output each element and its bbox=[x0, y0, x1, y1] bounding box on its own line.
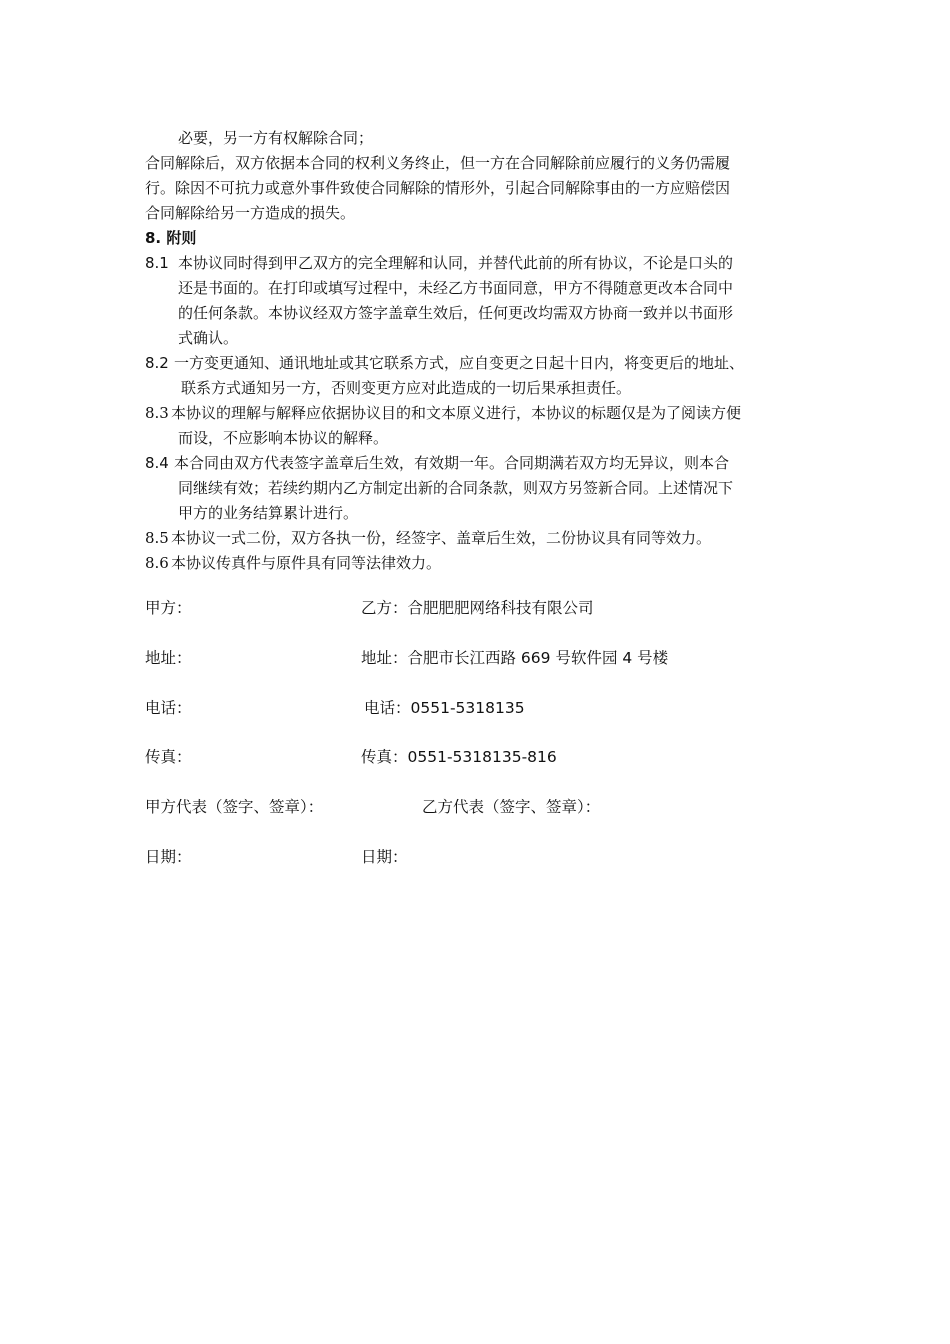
clause-8-6-line-1: 本协议传真件与原件具有同等法律效力。 bbox=[171, 554, 442, 572]
clause-number: 8.4 bbox=[145, 454, 169, 472]
clause-8-4-line-1: 本合同由双方代表签字盖章后生效，有效期一年。合同期满若双方均无异议，则本合 bbox=[174, 454, 730, 472]
clause-8-3-line-1: 本协议的理解与解释应依据协议目的和文本原义进行，本协议的标题仅是为了阅读方便 bbox=[171, 404, 742, 422]
sec7-line-2: 合同解除后，双方依据本合同的权利义务终止，但一方在合同解除前应履行的义务仍需履 bbox=[145, 154, 731, 172]
clause-number: 8.6 bbox=[145, 554, 169, 572]
party-a-representative-label: 甲方代表（签字、签章）： bbox=[145, 798, 324, 816]
sec7-line-1: 必要，另一方有权解除合同； bbox=[178, 129, 374, 147]
clause-8-2-line-2: 联系方式通知另一方，否则变更方应对此造成的一切后果承担责任。 bbox=[181, 379, 632, 397]
party-a-name-label: 甲方： bbox=[145, 599, 192, 617]
party-b-phone: 电话：0551-5318135 bbox=[364, 699, 525, 717]
clause-8-1-line-1: 本协议同时得到甲乙双方的完全理解和认同，并替代此前的所有协议，不论是口头的 bbox=[178, 254, 734, 272]
clause-8-1-line-2: 还是书面的。在打印或填写过程中，未经乙方书面同意，甲方不得随意更改本合同中 bbox=[178, 279, 734, 297]
party-b-name: 乙方：合肥肥肥网络科技有限公司 bbox=[361, 599, 594, 617]
party-b-date-label: 日期： bbox=[361, 848, 408, 866]
clause-8-4-line-2: 同继续有效；若续约期内乙方制定出新的合同条款，则双方另签新合同。上述情况下 bbox=[178, 479, 734, 497]
party-b-representative-label: 乙方代表（签字、签章）： bbox=[422, 798, 601, 816]
clause-8-2-line-1: 一方变更通知、通讯地址或其它联系方式，应自变更之日起十日内，将变更后的地址、 bbox=[174, 354, 745, 372]
clause-8-1-line-3: 的任何条款。本协议经双方签字盖章生效后，任何更改均需双方协商一致并以书面形 bbox=[178, 304, 734, 322]
clause-number: 8.5 bbox=[145, 529, 169, 547]
party-a-date-label: 日期： bbox=[145, 848, 192, 866]
sec7-line-3: 行。除因不可抗力或意外事件致使合同解除的情形外，引起合同解除事由的一方应赔偿因 bbox=[145, 179, 731, 197]
sec7-line-4: 合同解除给另一方造成的损失。 bbox=[145, 204, 356, 222]
party-a-address-label: 地址： bbox=[145, 649, 192, 667]
clause-8-5-line-1: 本协议一式二份，双方各执一份，经签字、盖章后生效，二份协议具有同等效力。 bbox=[171, 529, 712, 547]
party-a-phone-label: 电话： bbox=[145, 699, 192, 717]
clause-number: 8.3 bbox=[145, 404, 169, 422]
party-b-address: 地址：合肥市长江西路 669 号软件园 4 号楼 bbox=[361, 649, 669, 667]
clause-number: 8.1 bbox=[145, 254, 169, 272]
clause-8-3-line-2: 而设，不应影响本协议的解释。 bbox=[178, 429, 389, 447]
section-8-heading: 8. 附则 bbox=[145, 229, 197, 247]
party-a-fax-label: 传真： bbox=[145, 748, 192, 766]
clause-8-4-line-3: 甲方的业务结算累计进行。 bbox=[178, 504, 359, 522]
party-b-fax: 传真：0551-5318135-816 bbox=[361, 748, 557, 766]
clause-number: 8.2 bbox=[145, 354, 169, 372]
clause-8-1-line-4: 式确认。 bbox=[178, 329, 239, 347]
